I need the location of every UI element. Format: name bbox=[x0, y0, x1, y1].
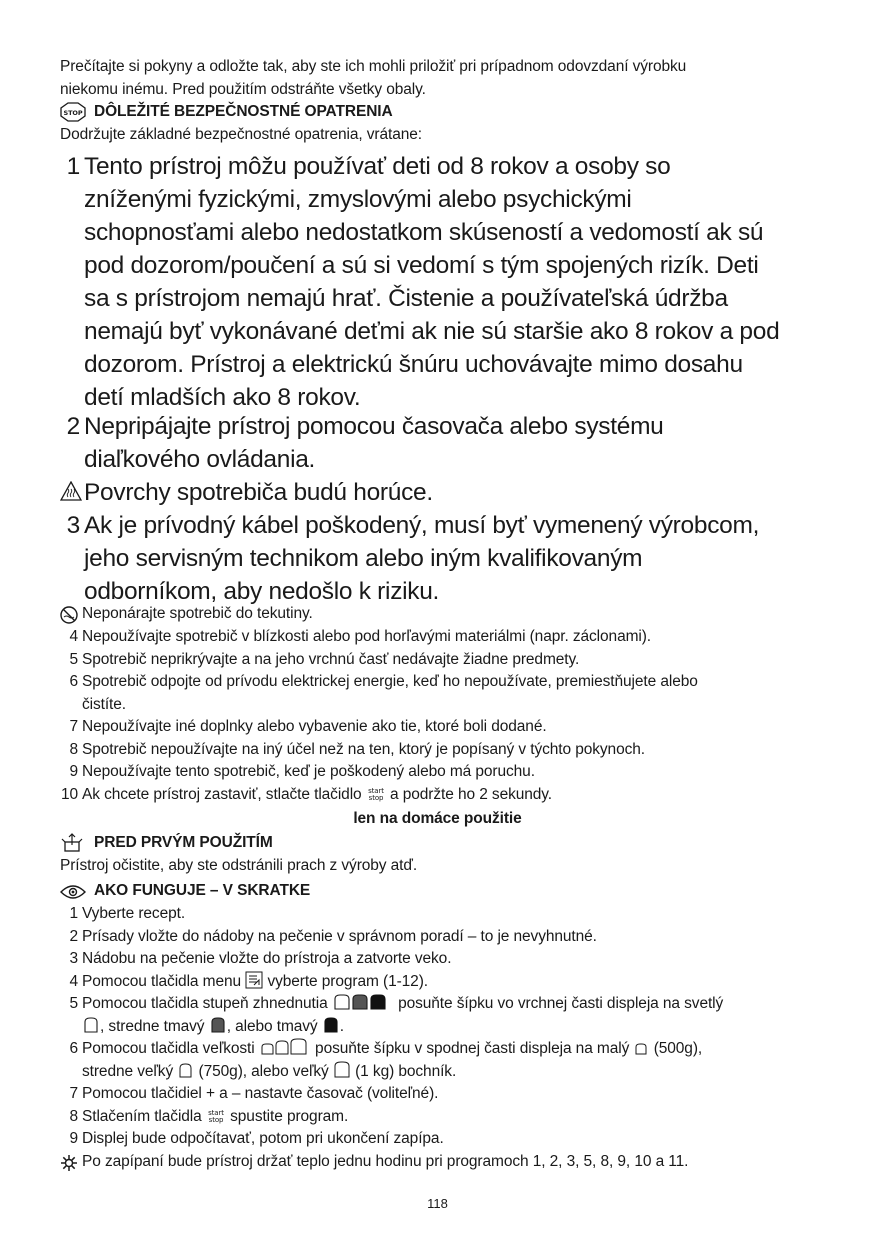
big-item-line: odborníkom, aby nedošlo k riziku. bbox=[84, 578, 440, 605]
hot-surface-text: Povrchy spotrebiča budú horúce. bbox=[84, 479, 433, 506]
step-text: Stlačením tlačidla bbox=[82, 1107, 202, 1125]
list-item-text: Ak chcete prístroj zastaviť, stlačte tlačidlo bbox=[82, 785, 362, 803]
list-item-text: a podržte ho 2 sekundy. bbox=[390, 785, 553, 803]
keep-warm-text: Po zapípaní bude prístroj držať teplo jednu hodinu pri programoch 1, 2, 3, 5, 8, 9, 10 a 11. bbox=[82, 1152, 689, 1170]
first-use-heading: PRED PRVÝM POUŽITÍM bbox=[94, 834, 273, 851]
step-text: . bbox=[339, 1017, 345, 1035]
svg-text:stop: stop bbox=[368, 793, 384, 802]
list-item-text: Nepoužívajte tento spotrebič, keď je poškodený alebo má poruchu. bbox=[82, 763, 535, 780]
list-item-text: Nepoužívajte iné doplnky alebo vybavenie ako tie, ktoré boli dodané. bbox=[82, 718, 547, 735]
step-number: 4 bbox=[69, 972, 78, 990]
list-item bbox=[60, 784, 820, 807]
big-item-line: Nepripájajte prístroj pomocou časovača alebo systému bbox=[84, 413, 664, 440]
step-number: 1 bbox=[69, 905, 78, 922]
step-number: 2 bbox=[69, 927, 78, 945]
list-item bbox=[60, 739, 820, 762]
quick-guide-heading-row bbox=[60, 880, 820, 903]
list-item-number: 8 bbox=[69, 740, 78, 758]
list-item-text: Nepoužívajte spotrebič v blízkosti alebo pod horľavými materiálmi (napr. záclonami). bbox=[82, 628, 652, 645]
big-item-line: sa s prístrojom nemajú hrať. Čistenie a používateľská údržba bbox=[84, 285, 728, 312]
step-text: posuňte šípku vo vrchnej časti displeja na svetlý bbox=[398, 995, 724, 1012]
svg-text:start: start bbox=[208, 1108, 224, 1117]
step-text: Pomocou tlačidiel + a – nastavte časovač (voliteľné). bbox=[82, 1085, 439, 1102]
keep-warm-item bbox=[60, 1151, 820, 1174]
big-item-line: jeho servisným technikom alebo iným kvalifikovaným bbox=[84, 545, 643, 572]
stop-icon-text: STOP bbox=[63, 109, 83, 117]
list-item-number: 4 bbox=[69, 628, 78, 645]
big-item-line: dozorom. Prístroj a elektrickú šnúru uchovávajte mimo dosahu bbox=[84, 351, 743, 378]
big-item-line: detí mladších ako 8 rokov. bbox=[84, 384, 361, 411]
step-text: vyberte program (1-12). bbox=[267, 972, 428, 990]
intro-line-1: Prečítajte si pokyny a odložte tak, aby ste ich mohli priložiť pri prípadnom odovzdaní výrobku bbox=[60, 58, 687, 75]
step-text: , stredne tmavý bbox=[100, 1017, 205, 1035]
step-item bbox=[60, 1038, 820, 1083]
list-item-number: 7 bbox=[69, 718, 78, 735]
list-item-number: 10 bbox=[60, 785, 78, 803]
safety-list bbox=[60, 626, 820, 806]
list-item bbox=[60, 716, 820, 739]
intro-text bbox=[60, 56, 820, 101]
small-loaf-icon bbox=[633, 1038, 649, 1056]
eye-icon bbox=[60, 884, 86, 900]
step-item bbox=[60, 903, 820, 926]
start-stop-icon bbox=[206, 1108, 226, 1124]
step-text: posuňte šípku v spodnej časti displeja na malý bbox=[315, 1040, 630, 1057]
step-text: spustite program. bbox=[230, 1107, 349, 1125]
big-item-number: 1 bbox=[66, 153, 80, 180]
step-item bbox=[60, 1128, 820, 1151]
big-item-line: diaľkového ovládania. bbox=[84, 446, 316, 473]
step-number: 5 bbox=[69, 995, 78, 1012]
step-text: Vyberte recept. bbox=[82, 905, 186, 922]
step-text: Pomocou tlačidla stupeň zhnednutia bbox=[82, 995, 328, 1012]
first-use-text: Prístroj očistite, aby ste odstránili prach z výroby atď. bbox=[60, 857, 418, 874]
medium-loaf-icon bbox=[177, 1061, 194, 1079]
step-number: 6 bbox=[69, 1040, 78, 1057]
step-text: (500g), bbox=[653, 1040, 703, 1057]
first-use-heading-row bbox=[60, 832, 820, 855]
list-item bbox=[60, 671, 820, 716]
browning-button-icon bbox=[332, 993, 390, 1011]
big-item-line: Tento prístroj môžu používať deti od 8 rokov a osoby so bbox=[84, 153, 671, 180]
safety-heading-row bbox=[60, 101, 820, 124]
no-immerse-text: Neponárajte spotrebič do tekutiny. bbox=[82, 605, 313, 622]
step-number: 9 bbox=[69, 1130, 78, 1147]
big-item-3 bbox=[60, 509, 830, 608]
page-number: 118 bbox=[427, 1196, 448, 1211]
step-item bbox=[60, 971, 820, 994]
no-immerse-icon bbox=[60, 606, 78, 624]
step-number: 8 bbox=[69, 1107, 78, 1125]
big-item-2 bbox=[60, 410, 830, 476]
domestic-use-note: len na domáce použitie bbox=[353, 810, 522, 827]
step-text: (750g), alebo veľký bbox=[198, 1062, 329, 1080]
list-item bbox=[60, 761, 820, 784]
hot-surface-warning bbox=[60, 476, 830, 509]
list-item-number: 5 bbox=[69, 650, 78, 668]
dark-crust-icon bbox=[322, 1016, 340, 1034]
big-item-line: Ak je prívodný kábel poškodený, musí byť vymenený výrobcom, bbox=[84, 512, 760, 539]
big-item-1 bbox=[60, 150, 830, 414]
big-item-number: 2 bbox=[66, 413, 80, 440]
list-item bbox=[60, 626, 820, 649]
hot-surface-icon bbox=[60, 481, 82, 501]
list-item-text: čistíte. bbox=[82, 695, 126, 713]
step-text: Prísady vložte do nádoby na pečenie v správnom poradí – to je nevyhnutné. bbox=[82, 927, 597, 945]
svg-text:stop: stop bbox=[208, 1115, 224, 1124]
loaf-size-button-icon bbox=[259, 1038, 311, 1056]
large-loaf-icon bbox=[333, 1061, 351, 1079]
step-item bbox=[60, 926, 820, 949]
step-number: 3 bbox=[69, 950, 78, 967]
step-number: 7 bbox=[69, 1085, 78, 1102]
svg-text:start: start bbox=[367, 786, 384, 795]
step-item bbox=[60, 1083, 820, 1106]
list-item bbox=[60, 649, 820, 672]
list-item-text: Spotrebič nepoužívajte na iný účel než na ten, ktorý je popísaný v týchto pokynoch. bbox=[82, 740, 645, 758]
step-text: , alebo tmavý bbox=[226, 1017, 318, 1035]
step-text: Nádobu na pečenie vložte do prístroja a zatvorte veko. bbox=[82, 950, 452, 967]
step-text: Pomocou tlačidla veľkosti bbox=[82, 1040, 255, 1057]
light-crust-icon bbox=[82, 1016, 100, 1034]
list-item-text: Spotrebič odpojte od prívodu elektrickej energie, keď ho nepoužívate, premiestňujete alebo bbox=[82, 673, 698, 690]
list-item-text: Spotrebič neprikrývajte a na jeho vrchnú časť nedávajte žiadne predmety. bbox=[82, 650, 580, 668]
step-item bbox=[60, 1106, 820, 1129]
big-item-line: pod dozorom/poučení a sú si vedomí s tým spojených rizík. Deti bbox=[84, 252, 759, 279]
step-text: Displej bude odpočítavať, potom pri ukončení zapípa. bbox=[82, 1130, 444, 1147]
big-item-number: 3 bbox=[66, 512, 80, 539]
start-stop-icon bbox=[366, 786, 386, 802]
step-item bbox=[60, 948, 820, 971]
unbox-icon bbox=[61, 832, 85, 853]
step-text: Pomocou tlačidla menu bbox=[82, 972, 242, 990]
big-item-line: nemajú byť vykonávané deťmi ak nie sú staršie ako 8 rokov a pod bbox=[84, 318, 780, 345]
keep-warm-icon bbox=[60, 1154, 78, 1172]
intro-line-2: niekomu inému. Pred použitím odstráňte všetky obaly. bbox=[60, 80, 426, 98]
big-item-line: zníženými fyzickými, zmyslovými alebo psychickými bbox=[84, 186, 632, 213]
medium-crust-icon bbox=[209, 1016, 227, 1034]
quick-guide-steps bbox=[60, 903, 820, 1173]
step-text: stredne veľký bbox=[82, 1062, 174, 1080]
stop-icon bbox=[60, 102, 86, 122]
step-text: (1 kg) bochník. bbox=[355, 1062, 457, 1080]
menu-button-icon bbox=[245, 971, 263, 989]
list-item-number: 9 bbox=[69, 763, 78, 780]
step-item bbox=[60, 993, 820, 1038]
no-immerse-row bbox=[60, 603, 820, 626]
safety-subheading: Dodržujte základné bezpečnostné opatrenia, vrátane: bbox=[60, 126, 422, 143]
quick-guide-heading: AKO FUNGUJE – V SKRATKE bbox=[94, 882, 311, 899]
safety-heading: DÔLEŽITÉ BEZPEČNOSTNÉ OPATRENIA bbox=[94, 103, 393, 120]
list-item-number: 6 bbox=[69, 673, 78, 690]
big-item-line: schopnosťami alebo nedostatkom skúseností a vedomostí ak sú bbox=[84, 219, 764, 246]
